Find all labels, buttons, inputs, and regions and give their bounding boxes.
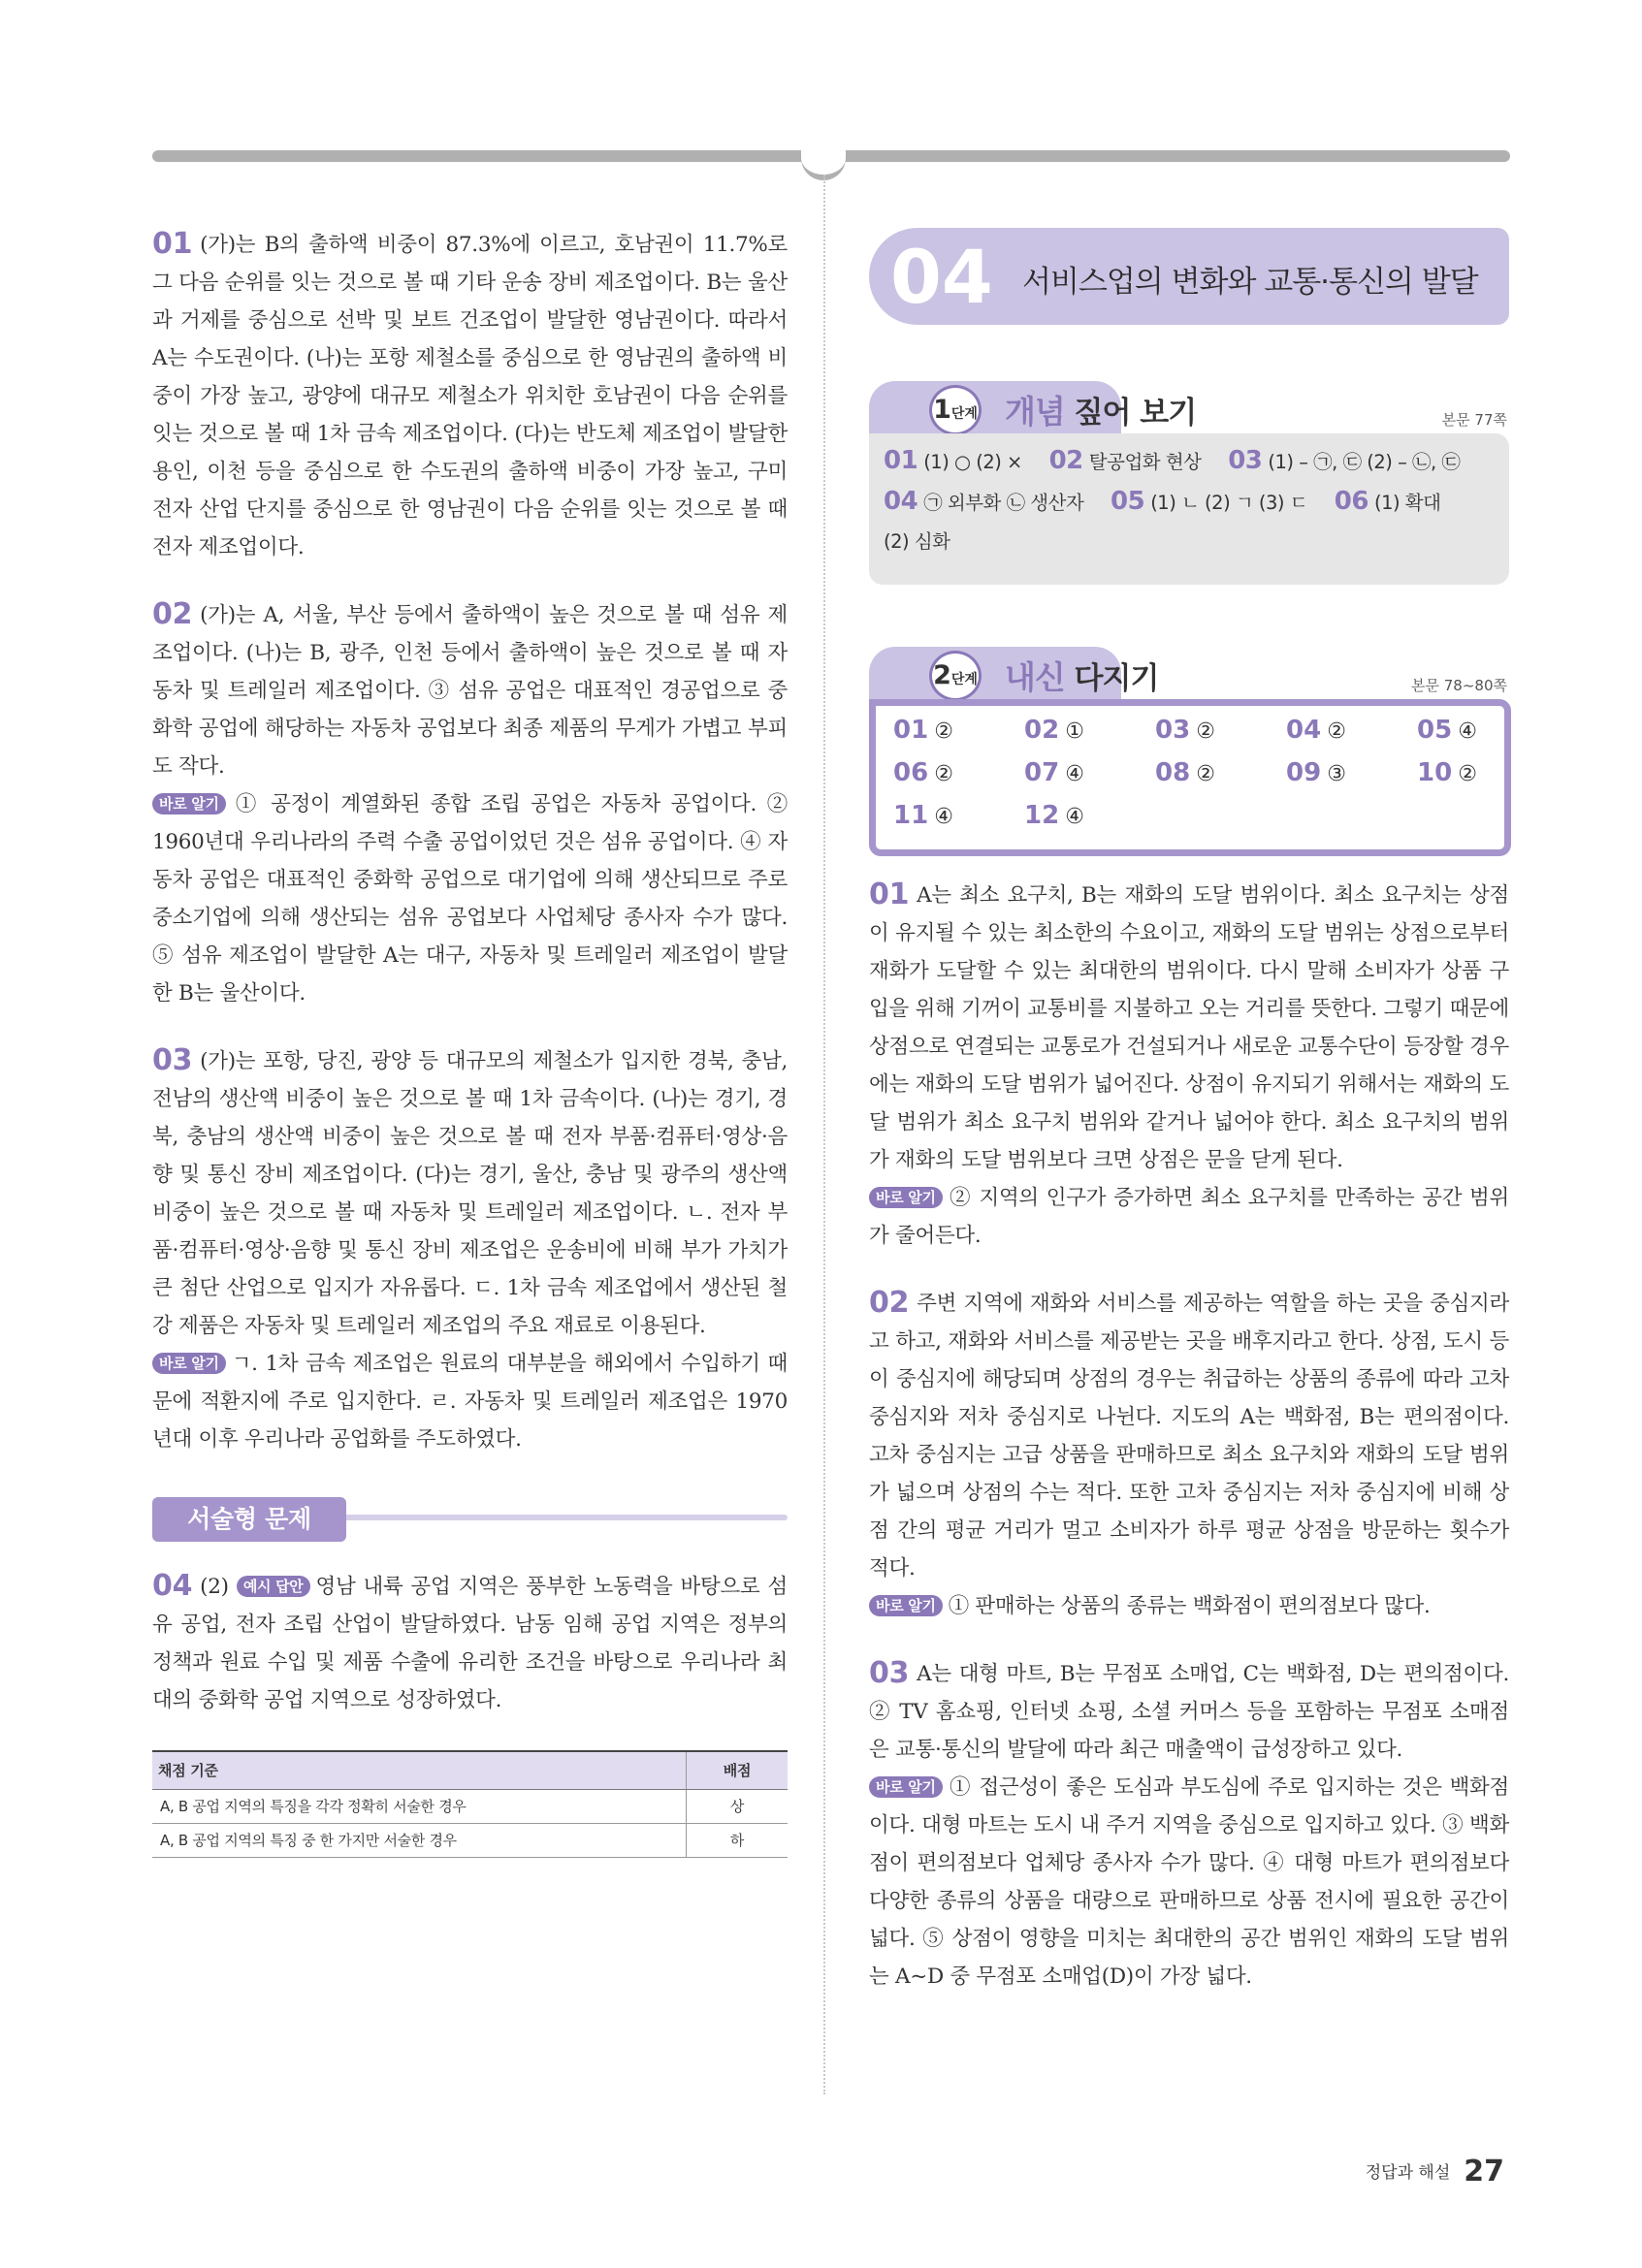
right-q01: [869, 876, 1509, 1255]
right-q02: [869, 1284, 1509, 1625]
answer-number: 02: [1024, 716, 1060, 745]
answer-number: 08: [1155, 758, 1191, 787]
answer-item: [893, 710, 1024, 752]
stage-number: 2단계: [929, 651, 982, 701]
answer-item: [1286, 710, 1417, 752]
concept-answers-box: [869, 433, 1509, 585]
answer-choice: ④: [1065, 762, 1084, 786]
answer-number: 05: [1417, 716, 1453, 745]
sub-question: (2): [200, 1575, 229, 1599]
answer-item: [893, 795, 1024, 838]
question-number: 04: [152, 1569, 193, 1603]
answer-item: [1417, 752, 1533, 795]
section-number: 04: [890, 234, 993, 320]
concept-item: 05 (1) ㄴ (2) ㄱ (3) ㄷ: [1111, 487, 1308, 516]
essay-section-title: 서술형 문제: [152, 1497, 346, 1542]
criteria-cell: A, B 공업 지역의 특징 중 한 가지만 서술한 경우: [152, 1824, 687, 1858]
answer-number: 10: [1417, 758, 1453, 787]
answer-text: A는 대형 마트, B는 무점포 소매업, C는 백화점, D는 편의점이다. ② TV 홈쇼핑, 인터넷 쇼핑, 소셜 커머스 등을 포함하는 무점포 소매점은 교통·통신의 발달에 따라 최근 매출액이 급성장하고 있다.: [869, 1662, 1509, 1762]
stage-name: 개념 짚어 보기: [1005, 393, 1197, 431]
correction-badge: 바로 알기: [152, 1353, 226, 1374]
answer-number: 11: [893, 801, 929, 830]
table-header-points: 배점: [687, 1751, 789, 1790]
answer-text: 주변 지역에 재화와 서비스를 제공하는 역할을 하는 곳을 중심지라고 하고, 재화와 서비스를 제공받는 곳을 배후지라고 한다. 상점, 도시 등이 중심지에 해당되며 상점의 경우는 취급하는 상품의 종류에 따라 고차 중심지와 저차 중심지로 나뉜다. 지도의 A는 백화점, B는 편의점이다. 고차 중심지는 고급 상품을 판매하므로 최소 요구치와 재화의 도달 범위가 넓으며 상점의 수는 적다. 또한 고차 중심지는 저차 중심지에 비해 상점 간의 평균 거리가 멀고 소비자가 하루 평균 상점을 방문하는 횟수가 적다.: [869, 1292, 1509, 1581]
section-title: 서비스업의 변화와 교통·통신의 발달: [1022, 265, 1478, 300]
page-footer: [1366, 2155, 1504, 2188]
page-reference: 본문 77쪽: [1441, 411, 1507, 429]
answer-item: [1024, 752, 1155, 795]
stage1-header: [869, 381, 1509, 433]
correction-text: ① 판매하는 상품의 종류는 백화점이 편의점보다 많다.: [948, 1594, 1431, 1618]
answer-choice: ④: [934, 805, 953, 829]
table-row: [152, 1790, 788, 1824]
answer-text: (가)는 A, 서울, 부산 등에서 출하액이 높은 것으로 볼 때 섬유 제조업이다. (나)는 B, 광주, 인천 등에서 출하액이 높은 것으로 볼 때 자동차 및 트레일러 제조업이다. ③ 섬유 공업은 대표적인 경공업으로 중화학 공업에 해당하는 자동차 공업보다 최종 제품의 무게가 가볍고 부피도 작다.: [152, 603, 788, 779]
concept-item: 02 탈공업화 현상: [1048, 446, 1202, 475]
answer-item: [1024, 710, 1155, 752]
answer-number: 01: [893, 716, 929, 745]
answer-item: [893, 752, 1024, 795]
answer-choice: ④: [1065, 805, 1084, 829]
criteria-cell: A, B 공업 지역의 특징을 각각 정확히 서술한 경우: [152, 1790, 687, 1824]
correction-badge: 바로 알기: [152, 793, 226, 815]
answer-number: 07: [1024, 758, 1060, 787]
answer-choice: ②: [1458, 762, 1477, 786]
stage-name: 내신 다지기: [1005, 658, 1159, 696]
answer-item: [1155, 752, 1286, 795]
answer-choice: ②: [1327, 719, 1346, 744]
answer-choice: ②: [934, 762, 953, 786]
correction-badge: 바로 알기: [869, 1595, 943, 1616]
answer-text: A는 최소 요구치, B는 재화의 도달 범위이다. 최소 요구치는 상점이 유지될 수 있는 최소한의 수요이고, 재화의 도달 범위는 상점으로부터 재화가 도달할 수 있는 최대한의 범위이다. 다시 말해 소비자가 상품 구입을 위해 기꺼이 교통비를 지불하고 오는 거리를 뜻한다. 그렇기 때문에 상점으로 연결되는 교통로가 건설되거나 새로운 교통수단이 등장할 경우에는 재화의 도달 범위가 넓어진다. 상점이 유지되기 위해서는 재화의 도달 범위가 최소 요구치 범위와 같거나 넓어야 한다. 최소 요구치의 범위가 재화의 도달 범위보다 크면 상점은 문을 닫게 된다.: [869, 883, 1509, 1172]
correction-badge: 바로 알기: [869, 1187, 943, 1208]
points-cell: 하: [687, 1824, 789, 1858]
correction-text: ㄱ. 1차 금속 제조업은 원료의 대부분을 해외에서 수입하기 때문에 적환지에 주로 입지한다. ㄹ. 자동차 및 트레일러 제조업은 1970년대 이후 우리나라 공업화를 주도하였다.: [152, 1352, 788, 1452]
points-cell: 상: [687, 1790, 789, 1824]
answer-choice: ③: [1327, 762, 1346, 786]
sample-answer-badge: 예시 답안: [237, 1576, 310, 1597]
left-q04: [152, 1567, 788, 1719]
concept-item: 01 (1) ○ (2) ×: [884, 446, 1022, 475]
right-column: [869, 876, 1509, 2025]
answer-item: [1417, 710, 1533, 752]
answer-text: (가)는 포항, 당진, 광양 등 대규모의 제철소가 입지한 경북, 충남, 전남의 생산액 비중이 높은 것으로 볼 때 1차 금속이다. (나)는 경기, 경북, 충남의 생산액 비중이 높은 것으로 볼 때 전자 부품·컴퓨터·영상·음향 및 통신 장비 제조업이다. (다)는 경기, 울산, 충남 및 광주의 생산액 비중이 높은 것으로 볼 때 자동차 및 트레일러 제조업이다. ㄴ. 전자 부품·컴퓨터·영상·음향 및 통신 장비 제조업은 운송비에 비해 부가 가치가 큰 첨단 산업으로 입지가 자유롭다. ㄷ. 1차 금속 제조업에서 생산된 철강 제품은 자동차 및 트레일러 제조업의 주요 재료로 이용된다.: [152, 1049, 788, 1338]
question-number: 02: [869, 1286, 910, 1320]
concept-item: 04 ㉠ 외부화 ㉡ 생산자: [884, 487, 1084, 516]
question-number: 03: [152, 1043, 193, 1077]
answer-text: 영남 내륙 공업 지역은 풍부한 노동력을 바탕으로 섬유 공업, 전자 조립 산업이 발달하였다. 남동 임해 공업 지역은 정부의 정책과 원료 수입 및 제품 수출에 유리한 조건을 바탕으로 우리나라 최대의 중화학 공업 지역으로 성장하였다.: [152, 1575, 788, 1712]
scoring-table: [152, 1750, 788, 1858]
answer-number: 06: [893, 758, 929, 787]
left-q02: [152, 595, 788, 1012]
correction-text: ① 공정이 계열화된 종합 조립 공업은 자동차 공업이다. ② 1960년대 우리나라의 주력 수출 공업이었던 것은 섬유 공업이다. ④ 자동차 공업은 대표적인 중화학 공업으로 대기업에 의해 생산되므로 주로 중소기업에 의해 생산되는 섬유 공업보다 사업체당 종사자 수가 많다. ⑤ 섬유 제조업이 발달한 A는 대구, 자동차 및 트레일러 제조업이 발달한 B는 울산이다.: [152, 792, 788, 1006]
answer-choice: ①: [1065, 719, 1084, 744]
correction-badge: 바로 알기: [869, 1776, 943, 1798]
answer-choice: ④: [1458, 719, 1477, 744]
right-q03: [869, 1654, 1509, 1996]
answer-choice: ②: [934, 719, 953, 744]
answer-item: [1155, 710, 1286, 752]
answer-number: 03: [1155, 716, 1191, 745]
column-divider: [823, 175, 825, 2094]
left-column: [152, 225, 788, 1858]
answer-item: [1024, 795, 1155, 838]
left-q01: [152, 225, 788, 566]
answer-grid: [893, 710, 1495, 838]
answer-item: [1286, 752, 1417, 795]
answer-number: 09: [1286, 758, 1322, 787]
answer-number: 12: [1024, 801, 1060, 830]
page-number: 27: [1464, 2155, 1504, 2188]
question-number: 03: [869, 1656, 910, 1690]
question-number: 01: [869, 878, 910, 911]
concept-item: 06 (1) 확대: [1334, 487, 1441, 516]
stage-number: 1단계: [929, 385, 982, 435]
question-number: 01: [152, 227, 193, 261]
table-row: [152, 1824, 788, 1858]
answer-text: (가)는 B의 출하액 비중이 87.3%에 이르고, 호남권이 11.7%로 그 다음 순위를 잇는 것으로 볼 때 기타 운송 장비 제조업이다. B는 울산과 거제를 중심으로 선박 및 보트 건조업이 발달한 영남권이다. 따라서 A는 수도권이다. (나)는 포항 제철소를 중심으로 한 영남권의 출하액 비중이 가장 높고, 광양에 대규모 제철소가 위치한 호남권이 다음 순위를 잇는 것으로 볼 때 1차 금속 제조업이다. (다)는 반도체 제조업이 발달한 용인, 이천 등을 중심으로 한 수도권의 출하액 비중이 가장 높고, 구미 전자 산업 단지를 중심으로 한 영남권이 다음 순위를 잇는 것으로 볼 때 전자 제조업이다.: [152, 233, 788, 559]
essay-section-header: [152, 1497, 788, 1546]
correction-text: ① 접근성이 좋은 도심과 부도심에 주로 입지하는 것은 백화점이다. 대형 마트는 도시 내 주거 지역을 중심으로 입지하고 있다. ③ 백화점이 편의점보다 업체당 종사자 수가 많다. ④ 대형 마트가 편의점보다 다양한 종류의 상품을 대량으로 판매하므로 상품 전시에 필요한 공간이 넓다. ⑤ 상점이 영향을 미치는 최대한의 공간 범위인 재화의 도달 범위는 A~D 중 무점포 소매업(D)이 가장 넓다.: [869, 1775, 1509, 1989]
answer-choice: ②: [1196, 719, 1215, 744]
answer-choice: ②: [1196, 762, 1215, 786]
header-rule: [337, 1515, 788, 1520]
left-q03: [152, 1041, 788, 1458]
concept-item: (2) 심화: [884, 530, 950, 553]
answer-key-box: [869, 699, 1511, 856]
table-header-criteria: 채점 기준: [152, 1751, 687, 1790]
correction-text: ② 지역의 인구가 증가하면 최소 요구치를 만족하는 공간 범위가 줄어든다.: [869, 1186, 1509, 1248]
page-reference: 본문 78~80쪽: [1411, 677, 1507, 694]
footer-label: 정답과 해설: [1365, 2163, 1451, 2183]
question-number: 02: [152, 597, 193, 631]
section-header: [869, 228, 1509, 325]
answer-number: 04: [1286, 716, 1322, 745]
concept-item: 03 (1) – ㉠, ㉢ (2) – ㉡, ㉢: [1228, 446, 1461, 475]
stage2-header: [869, 647, 1509, 699]
